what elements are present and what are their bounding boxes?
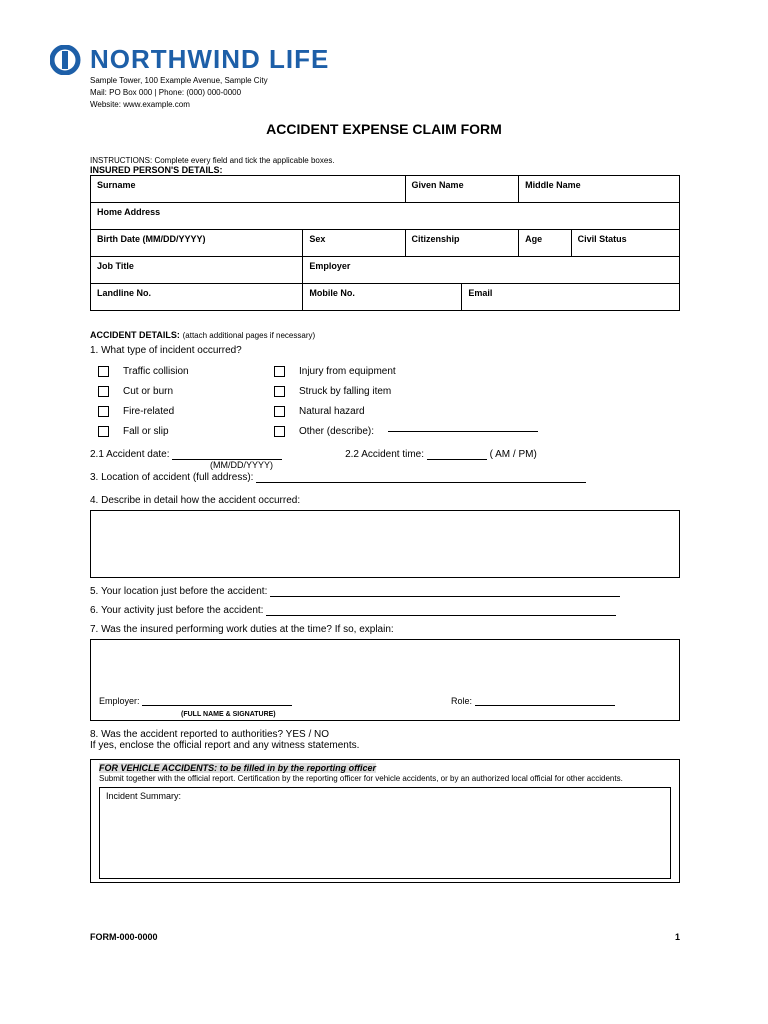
gender-field[interactable]: Sex xyxy=(303,230,405,257)
q5-line[interactable] xyxy=(270,596,620,597)
contact-line: Mail: PO Box 000 | Phone: (000) 000-0000 xyxy=(90,88,242,97)
signature-note: (FULL NAME & SIGNATURE) xyxy=(181,711,276,718)
q5-label: 5. Your location just before the accident: xyxy=(90,586,268,597)
q8-label[interactable]: 8. Was the accident reported to authorities? YES / NO xyxy=(90,729,330,740)
date-time-row xyxy=(90,449,680,460)
accident-section xyxy=(90,330,680,883)
option-label: Cut or burn xyxy=(123,386,174,397)
employer-sign-label: Employer: xyxy=(99,696,140,706)
q6-row xyxy=(90,605,680,616)
summary-label: Incident Summary: xyxy=(106,791,182,801)
address-line: Sample Tower, 100 Example Avenue, Sample City xyxy=(90,76,268,85)
q1-label: 1. What type of incident occurred? xyxy=(90,345,242,356)
checkbox-icon[interactable] xyxy=(98,406,109,417)
option-4[interactable] xyxy=(98,406,274,417)
company-header xyxy=(50,44,329,111)
last-name-field[interactable]: Surname xyxy=(91,176,406,203)
insured-table xyxy=(90,175,680,311)
option-label: Fall or slip xyxy=(123,426,169,437)
accident-heading xyxy=(90,330,680,341)
tel-field[interactable]: Landline No. xyxy=(91,284,303,311)
option-3[interactable] xyxy=(274,386,574,397)
page-number: 1 xyxy=(674,932,680,942)
q5-row xyxy=(90,586,680,597)
place-label: 3. Location of accident (full address): xyxy=(90,472,254,483)
date-format: (MM/DD/YYYY) xyxy=(210,460,273,470)
form-code: FORM-000-0000 xyxy=(90,932,158,942)
email-field[interactable]: Email xyxy=(462,284,680,311)
position-row xyxy=(451,696,615,706)
middle-name-field[interactable]: Middle Name xyxy=(519,176,680,203)
cell-field[interactable]: Mobile No. xyxy=(303,284,462,311)
brand xyxy=(50,44,329,75)
company-name: NORTHWIND LIFE xyxy=(90,44,330,74)
insured-heading: INSURED PERSON'S DETAILS: xyxy=(90,165,223,175)
dob-field[interactable]: Birth Date (MM/DD/YYYY) xyxy=(91,230,303,257)
instructions: INSTRUCTIONS: Complete every field and tick the applicable boxes. xyxy=(90,156,335,165)
position-line[interactable] xyxy=(475,705,615,706)
first-name-field[interactable]: Given Name xyxy=(405,176,519,203)
q8b-label: If yes, enclose the official report and any witness statements. xyxy=(90,740,360,751)
police-heading: FOR VEHICLE ACCIDENTS: to be filled in by the reporting officer xyxy=(99,763,377,773)
employer-sign-row xyxy=(99,696,292,706)
am-pm-choice[interactable]: ( AM / PM) xyxy=(489,449,537,460)
narrate-label: 4. Describe in detail how the accident occurred: xyxy=(90,495,301,506)
status-field[interactable]: Civil Status xyxy=(571,230,679,257)
option-label: Traffic collision xyxy=(123,366,189,377)
accident-note: (attach additional pages if necessary) xyxy=(182,331,316,340)
employer-field[interactable]: Employer xyxy=(303,257,680,284)
narrative-box[interactable] xyxy=(90,510,680,578)
checkbox-icon[interactable] xyxy=(274,366,285,377)
checkbox-icon[interactable] xyxy=(98,366,109,377)
summary-box[interactable] xyxy=(99,787,671,879)
option-0[interactable] xyxy=(98,366,274,377)
insured-section xyxy=(90,156,680,311)
place-row xyxy=(90,472,680,483)
checkbox-icon[interactable] xyxy=(98,426,109,437)
address-field[interactable]: Home Address xyxy=(91,203,680,230)
accident-type-options xyxy=(90,366,680,437)
checkbox-icon[interactable] xyxy=(98,386,109,397)
accident-heading-text: ACCIDENT DETAILS: xyxy=(90,330,180,340)
company-address xyxy=(90,75,329,111)
option-label: Fire-related xyxy=(123,406,175,417)
q6-line[interactable] xyxy=(266,615,616,616)
checkbox-icon[interactable] xyxy=(274,386,285,397)
date-label: 2.1 Accident date: xyxy=(90,449,170,460)
checkbox-icon[interactable] xyxy=(274,426,285,437)
option-label: Other (describe): xyxy=(299,426,375,437)
nationality-field[interactable]: Citizenship xyxy=(405,230,519,257)
time-label: 2.2 Accident time: xyxy=(345,449,425,460)
option-label: Natural hazard xyxy=(299,406,365,417)
other-specify-line[interactable] xyxy=(388,431,538,432)
police-section xyxy=(90,759,680,883)
age-field[interactable]: Age xyxy=(519,230,571,257)
option-5[interactable] xyxy=(274,406,574,417)
option-label: Injury from equipment xyxy=(299,366,396,377)
website-line[interactable]: Website: www.example.com xyxy=(90,100,190,109)
occupation-field[interactable]: Job Title xyxy=(91,257,303,284)
option-6[interactable] xyxy=(98,426,274,437)
police-instructions: Submit together with the official report. Certification by the reporting officer for vehicle accidents, or by an authorized local official for other accidents. xyxy=(99,774,623,783)
page-footer xyxy=(90,932,680,942)
option-label: Struck by falling item xyxy=(299,386,392,397)
option-2[interactable] xyxy=(98,386,274,397)
duties-box[interactable] xyxy=(90,639,680,721)
employer-sign-line[interactable] xyxy=(142,705,292,706)
position-label: Role: xyxy=(451,696,473,706)
checkbox-icon[interactable] xyxy=(274,406,285,417)
company-logo-icon xyxy=(50,45,84,75)
q7-label: 7. Was the insured performing work duties at the time? If so, explain: xyxy=(90,624,394,635)
form-title: ACCIDENT EXPENSE CLAIM FORM xyxy=(266,121,502,137)
time-line[interactable] xyxy=(427,459,487,460)
place-line[interactable] xyxy=(256,482,586,483)
option-1[interactable] xyxy=(274,366,574,377)
option-7[interactable] xyxy=(274,426,574,437)
q6-label: 6. Your activity just before the accident: xyxy=(90,605,264,616)
